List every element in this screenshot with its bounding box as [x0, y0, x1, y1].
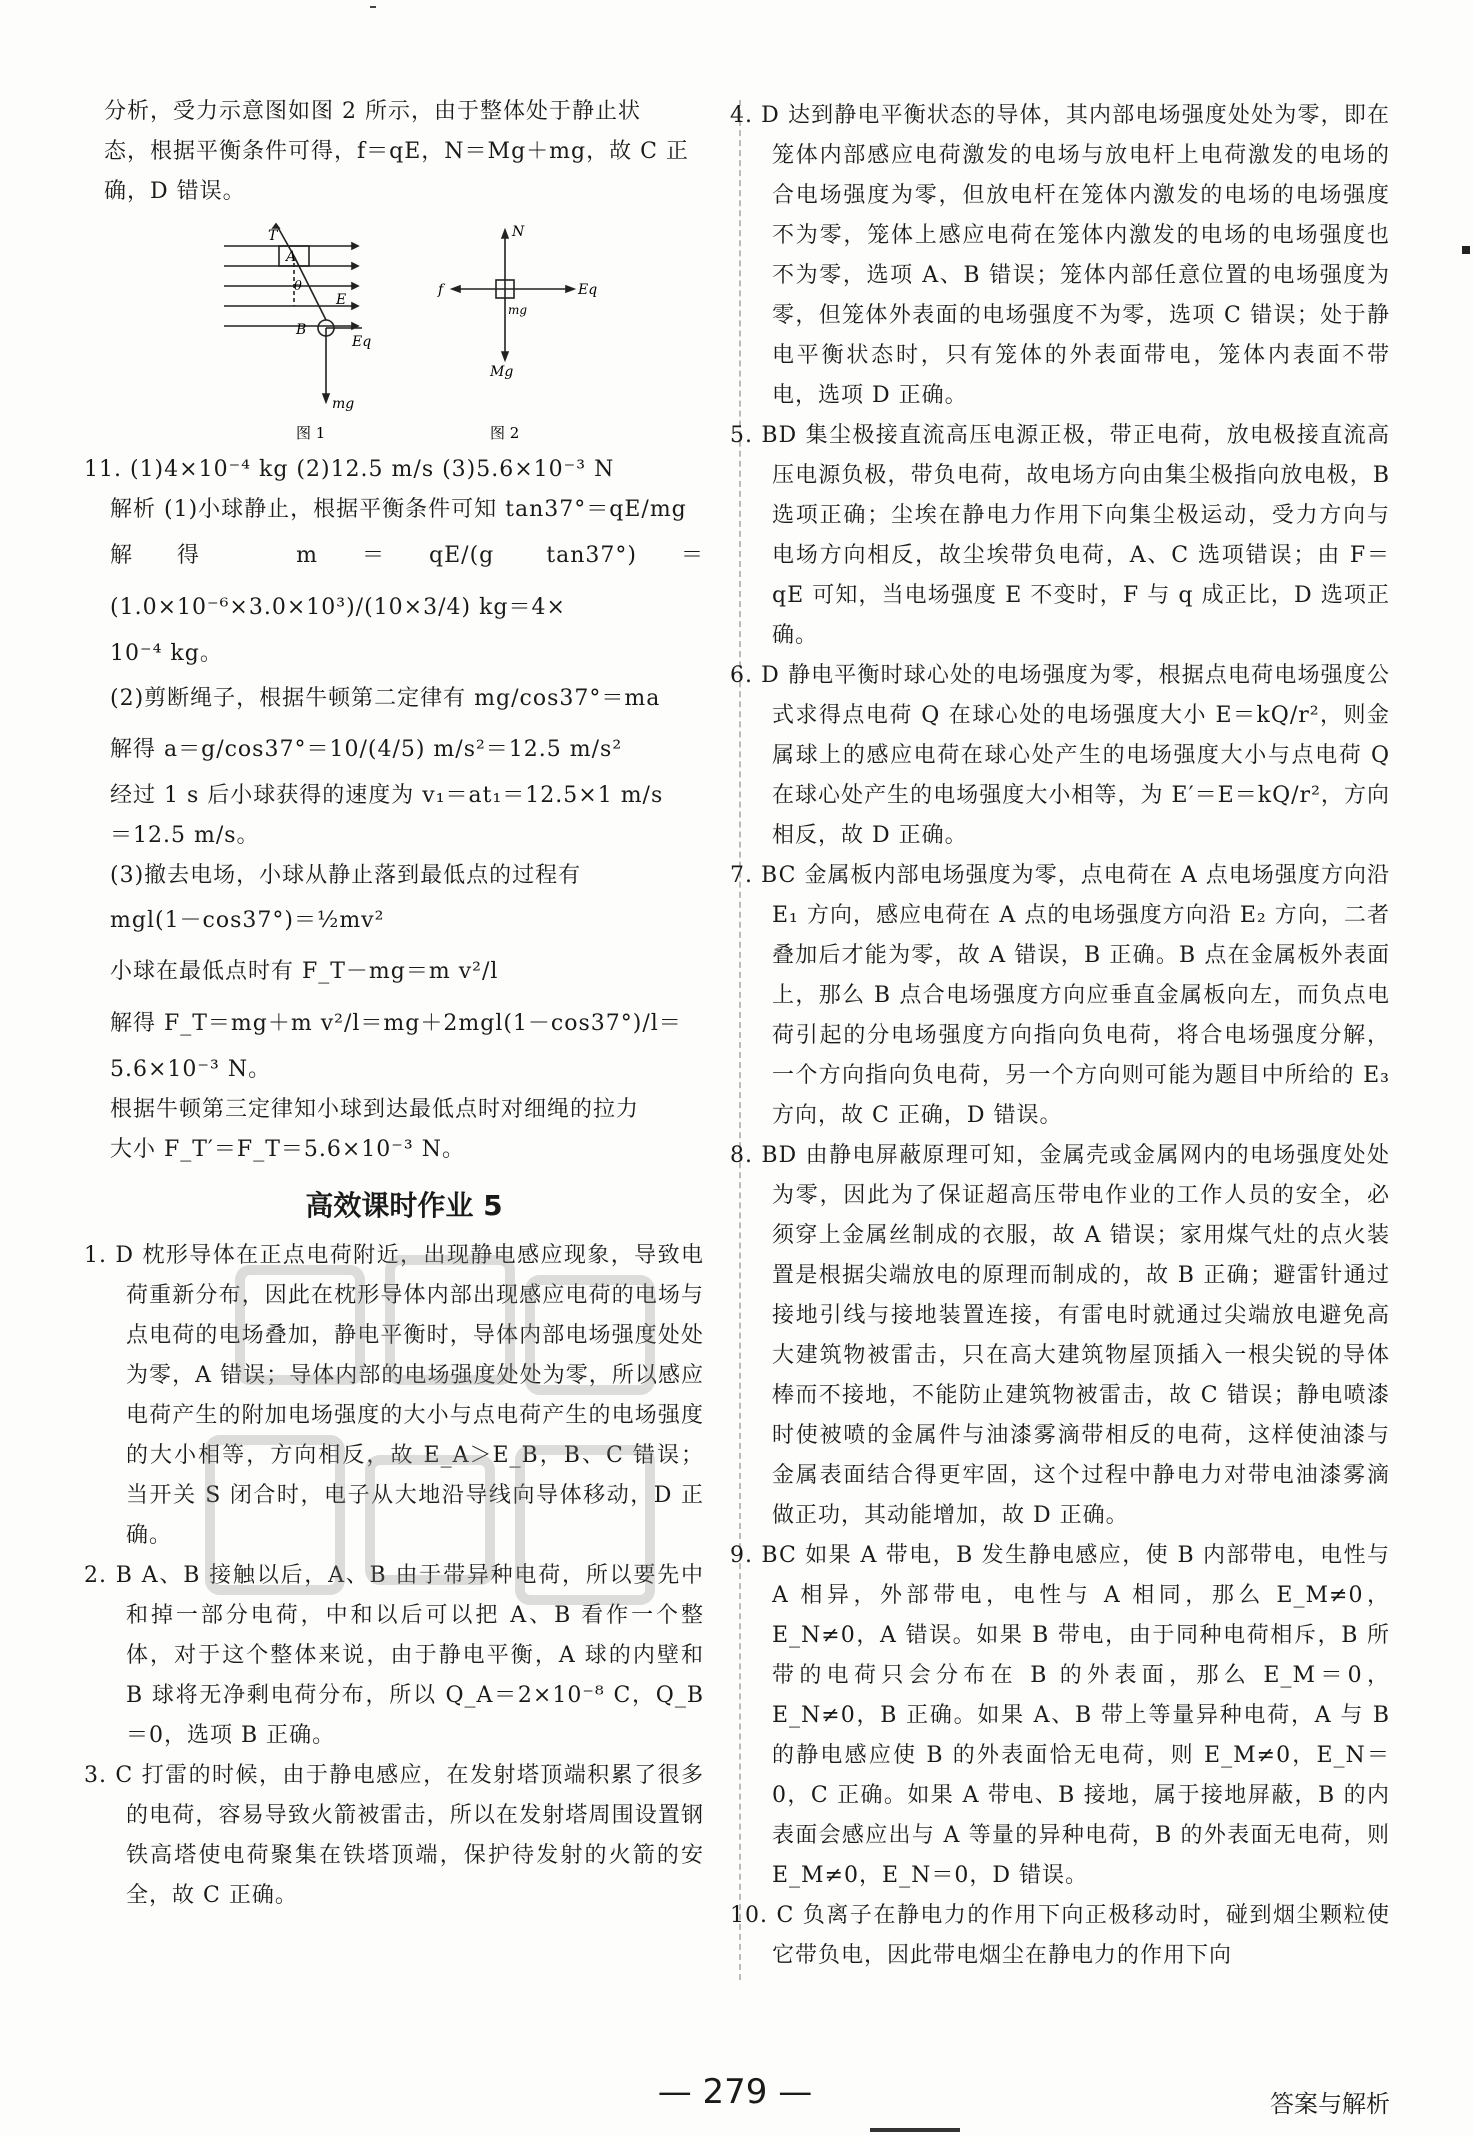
page-number-value: 279 [702, 2072, 768, 2112]
intro-line: 确，D 错误。 [104, 179, 246, 204]
solution-line: mgl(1－cos37°)＝½mv² [110, 908, 385, 933]
scan-mark [870, 2128, 960, 2132]
label-Eq-2: Eq [578, 282, 598, 298]
label-E: E [336, 292, 347, 308]
scan-mark [370, 6, 376, 8]
answer-item: 8. BD 由静电屏蔽原理可知，金属壳或金属网内的电场强度处处为零，因此为了保证超高压带电作业的工作人员的安全，必须穿上金属丝制成的衣服，故 A 错误；家用煤气灶的点火装置是根据尖端放电的原理而制成的，故 B 正确；避雷针通过接地引线与接地装置连接，有雷电时就通过尖端放电避免高大建筑物被雷击，只在高大建筑物屋顶插入一根尖锐的导体棒而不接地，不能防止建筑物被雷击，故 C 错误；静电喷漆时使被喷的金属件与油漆雾滴带相反的电荷，这样使油漆与金属表面结合得更牢固，这个过程中静电力对带电油漆雾滴做正功，其动能增加，故 D 正确。 [730, 1143, 1390, 1528]
footer-label: 答案与解析 [1270, 2090, 1390, 2118]
section-title: 高效课时作业 5 [305, 1189, 503, 1222]
answer-item: 7. BC 金属板内部电场强度为零，点电荷在 A 点电场强度方向沿 E₁ 方向，感应电荷在 A 点的电场强度方向沿 E₂ 方向，二者叠加后才能为零，故 A 错误，B 正确。B 点在金属板外表面上，那么 B 点合电场强度方向应垂直金属板向左，而负点电荷引起的分电场强度方向指向负电荷，将合电场强度分解，一个方向指向负电荷，另一个方向则可能为题目中所给的 E₃ 方向，故 C 正确，D 错误。 [730, 863, 1390, 1128]
intro-line: 分析，受力示意图如图 2 所示，由于整体处于静止状 [104, 99, 641, 124]
solution-line: 小球在最低点时有 F_T－mg＝m v²/l [110, 959, 499, 984]
answer-item: 9. BC 如果 A 带电，B 发生静电感应，使 B 内部带电，电性与 A 相异，外部带电，电性与 A 相同，那么 E_M≠0，E_N≠0，A 错误。如果 B 带电，由于同种电荷相斥，B 所带的电荷只会分布在 B 的外表面，那么 E_M＝0，E_N≠0，B 正确。如果 A、B 带上等量异种电荷，A 与 B 的静电感应使 B 的外表面恰无电荷，则 E_M≠0，E_N＝0，C 正确。如果 A 带电、B 接地，属于接地屏蔽，B 的内表面会感应出与 A 等量的异种电荷，B 的外表面无电荷，则 E_M≠0，E_N＝0，D 错误。 [730, 1543, 1390, 1888]
solution-line: 解得 a＝g/cos37°＝10/(4/5) m/s²＝12.5 m/s² [110, 737, 623, 762]
answer-item: 6. D 静电平衡时球心处的电场强度为零，根据点电荷电场强度公式求得点电荷 Q 在球心处的电场强度大小 E＝kQ/r²，则金属球上的感应电荷在球心处产生的电场强度大小与点电荷 Q 在球心处产生的电场强度大小相等，为 E′＝E＝kQ/r²，方向相反，故 D 正确。 [730, 663, 1390, 848]
label-Eq: Eq [352, 334, 372, 350]
solution-line: 解得 m＝qE/(g tan37°)＝(1.0×10⁻⁶×3.0×10³)/(10×3/4) kg＝4× [110, 543, 704, 620]
solution-line: 5.6×10⁻³ N。 [110, 1057, 272, 1082]
left-column [84, 92, 704, 1916]
answer-item: 4. D 达到静电平衡状态的导体，其内部电场强度处处为零，即在笼体内部感应电荷激发的电场与放电杆上电荷激发的电场的合电场强度为零，但放电杆在笼体内激发的电场的电场强度不为零，笼体上感应电荷在笼体内激发的电场的电场强度也不为零，选项 A、B 错误；笼体内部任意位置的电场强度为零，但笼体外表面的电场强度不为零，选项 C 错误；处于静电平衡状态时，只有笼体的外表面带电，笼体内表面不带电，选项 D 正确。 [730, 103, 1390, 408]
label-B: B [296, 322, 307, 338]
figure-1-caption: 图 1 [296, 424, 326, 442]
solution-line: (2)剪断绳子，根据牛顿第二定律有 mg/cos37°＝ma [110, 686, 661, 711]
label-T: T [268, 228, 278, 244]
force-diagrams [224, 216, 624, 446]
solution-line: 10⁻⁴ kg。 [110, 641, 223, 666]
answer-item: 2. B A、B 接触以后，A、B 由于带异种电荷，所以要先中和掉一部分电荷，中和以后可以把 A、B 看作一个整体，对于这个整体来说，由于静电平衡，A 球的内壁和 B 球将无净剩电荷分布，所以 Q_A＝2×10⁻⁸ C，Q_B＝0，选项 B 正确。 [84, 1563, 704, 1748]
solution-line: 经过 1 s 后小球获得的速度为 v₁＝at₁＝12.5×1 m/s [110, 783, 664, 808]
answer-item: 5. BD 集尘极接直流高压电源正极，带正电荷，放电极接直流高压电源负极，带负电荷，故电场方向由集尘极指向放电极，B 选项正确；尘埃在静电力作用下向集尘极运动，受力方向与电场方向相反，故尘埃带负电荷，A、C 选项错误；由 F＝qE 可知，当电场强度 E 不变时，F 与 q 成正比，D 选项正确。 [730, 423, 1390, 648]
intro-line: 态，根据平衡条件可得，f＝qE，N＝Mg＋mg，故 C 正 [104, 139, 689, 164]
label-mg-2: mg [508, 303, 528, 317]
figure-2 [452, 230, 574, 360]
label-A: A [286, 249, 297, 265]
q11-answer: 11. (1)4×10⁻⁴ kg (2)12.5 m/s (3)5.6×10⁻³ N [84, 457, 615, 482]
solution-line: 解析 (1)小球静止，根据平衡条件可知 tan37°＝qE/mg [110, 497, 687, 522]
label-Mg: Mg [490, 364, 514, 380]
solution-line: 根据牛顿第三定律知小球到达最低点时对细绳的拉力 [110, 1097, 640, 1122]
page-number: — 279 — [657, 2072, 813, 2112]
label-N: N [512, 224, 525, 240]
label-mg: mg [332, 396, 355, 412]
answer-item: 3. C 打雷的时候，由于静电感应，在发射塔顶端积累了很多的电荷，容易导致火箭被雷击，所以在发射塔周围设置钢铁高塔使电荷聚集在铁塔顶端，保护待发射的火箭的安全，故 C 正确。 [84, 1763, 704, 1908]
solution-line: 大小 F_T′＝F_T＝5.6×10⁻³ N。 [110, 1137, 465, 1162]
solution-line: 解得 F_T＝mg＋m v²/l＝mg＋2mgl(1－cos37°)/l＝ [110, 1011, 682, 1036]
answer-item: 1. D 枕形导体在正点电荷附近，出现静电感应现象，导致电荷重新分布，因此在枕形导体内部出现感应电荷的电场与点电荷的电场叠加，静电平衡时，导体内部电场强度处处为零，A 错误；导体内部的电场强度处处为零，所以感应电荷产生的附加电场强度的大小与点电荷产生的电场强度的大小相等，方向相反，故 E_A＞E_B，B、C 错误；当开关 S 闭合时，电子从大地沿导线向导体移动，D 正确。 [84, 1243, 704, 1548]
label-theta: θ [294, 279, 302, 294]
solution-line: (3)撤去电场，小球从静止落到最低点的过程有 [110, 863, 582, 888]
solution-line: ＝12.5 m/s。 [110, 823, 260, 848]
label-f: f [438, 282, 444, 298]
figure-2-caption: 图 2 [490, 424, 520, 442]
scan-mark [1462, 246, 1470, 254]
answer-item: 10. C 负离子在静电力的作用下向正极移动时，碰到烟尘颗粒使它带负电，因此带电烟尘在静电力的作用下向 [730, 1903, 1390, 1968]
right-column [730, 96, 1390, 1976]
